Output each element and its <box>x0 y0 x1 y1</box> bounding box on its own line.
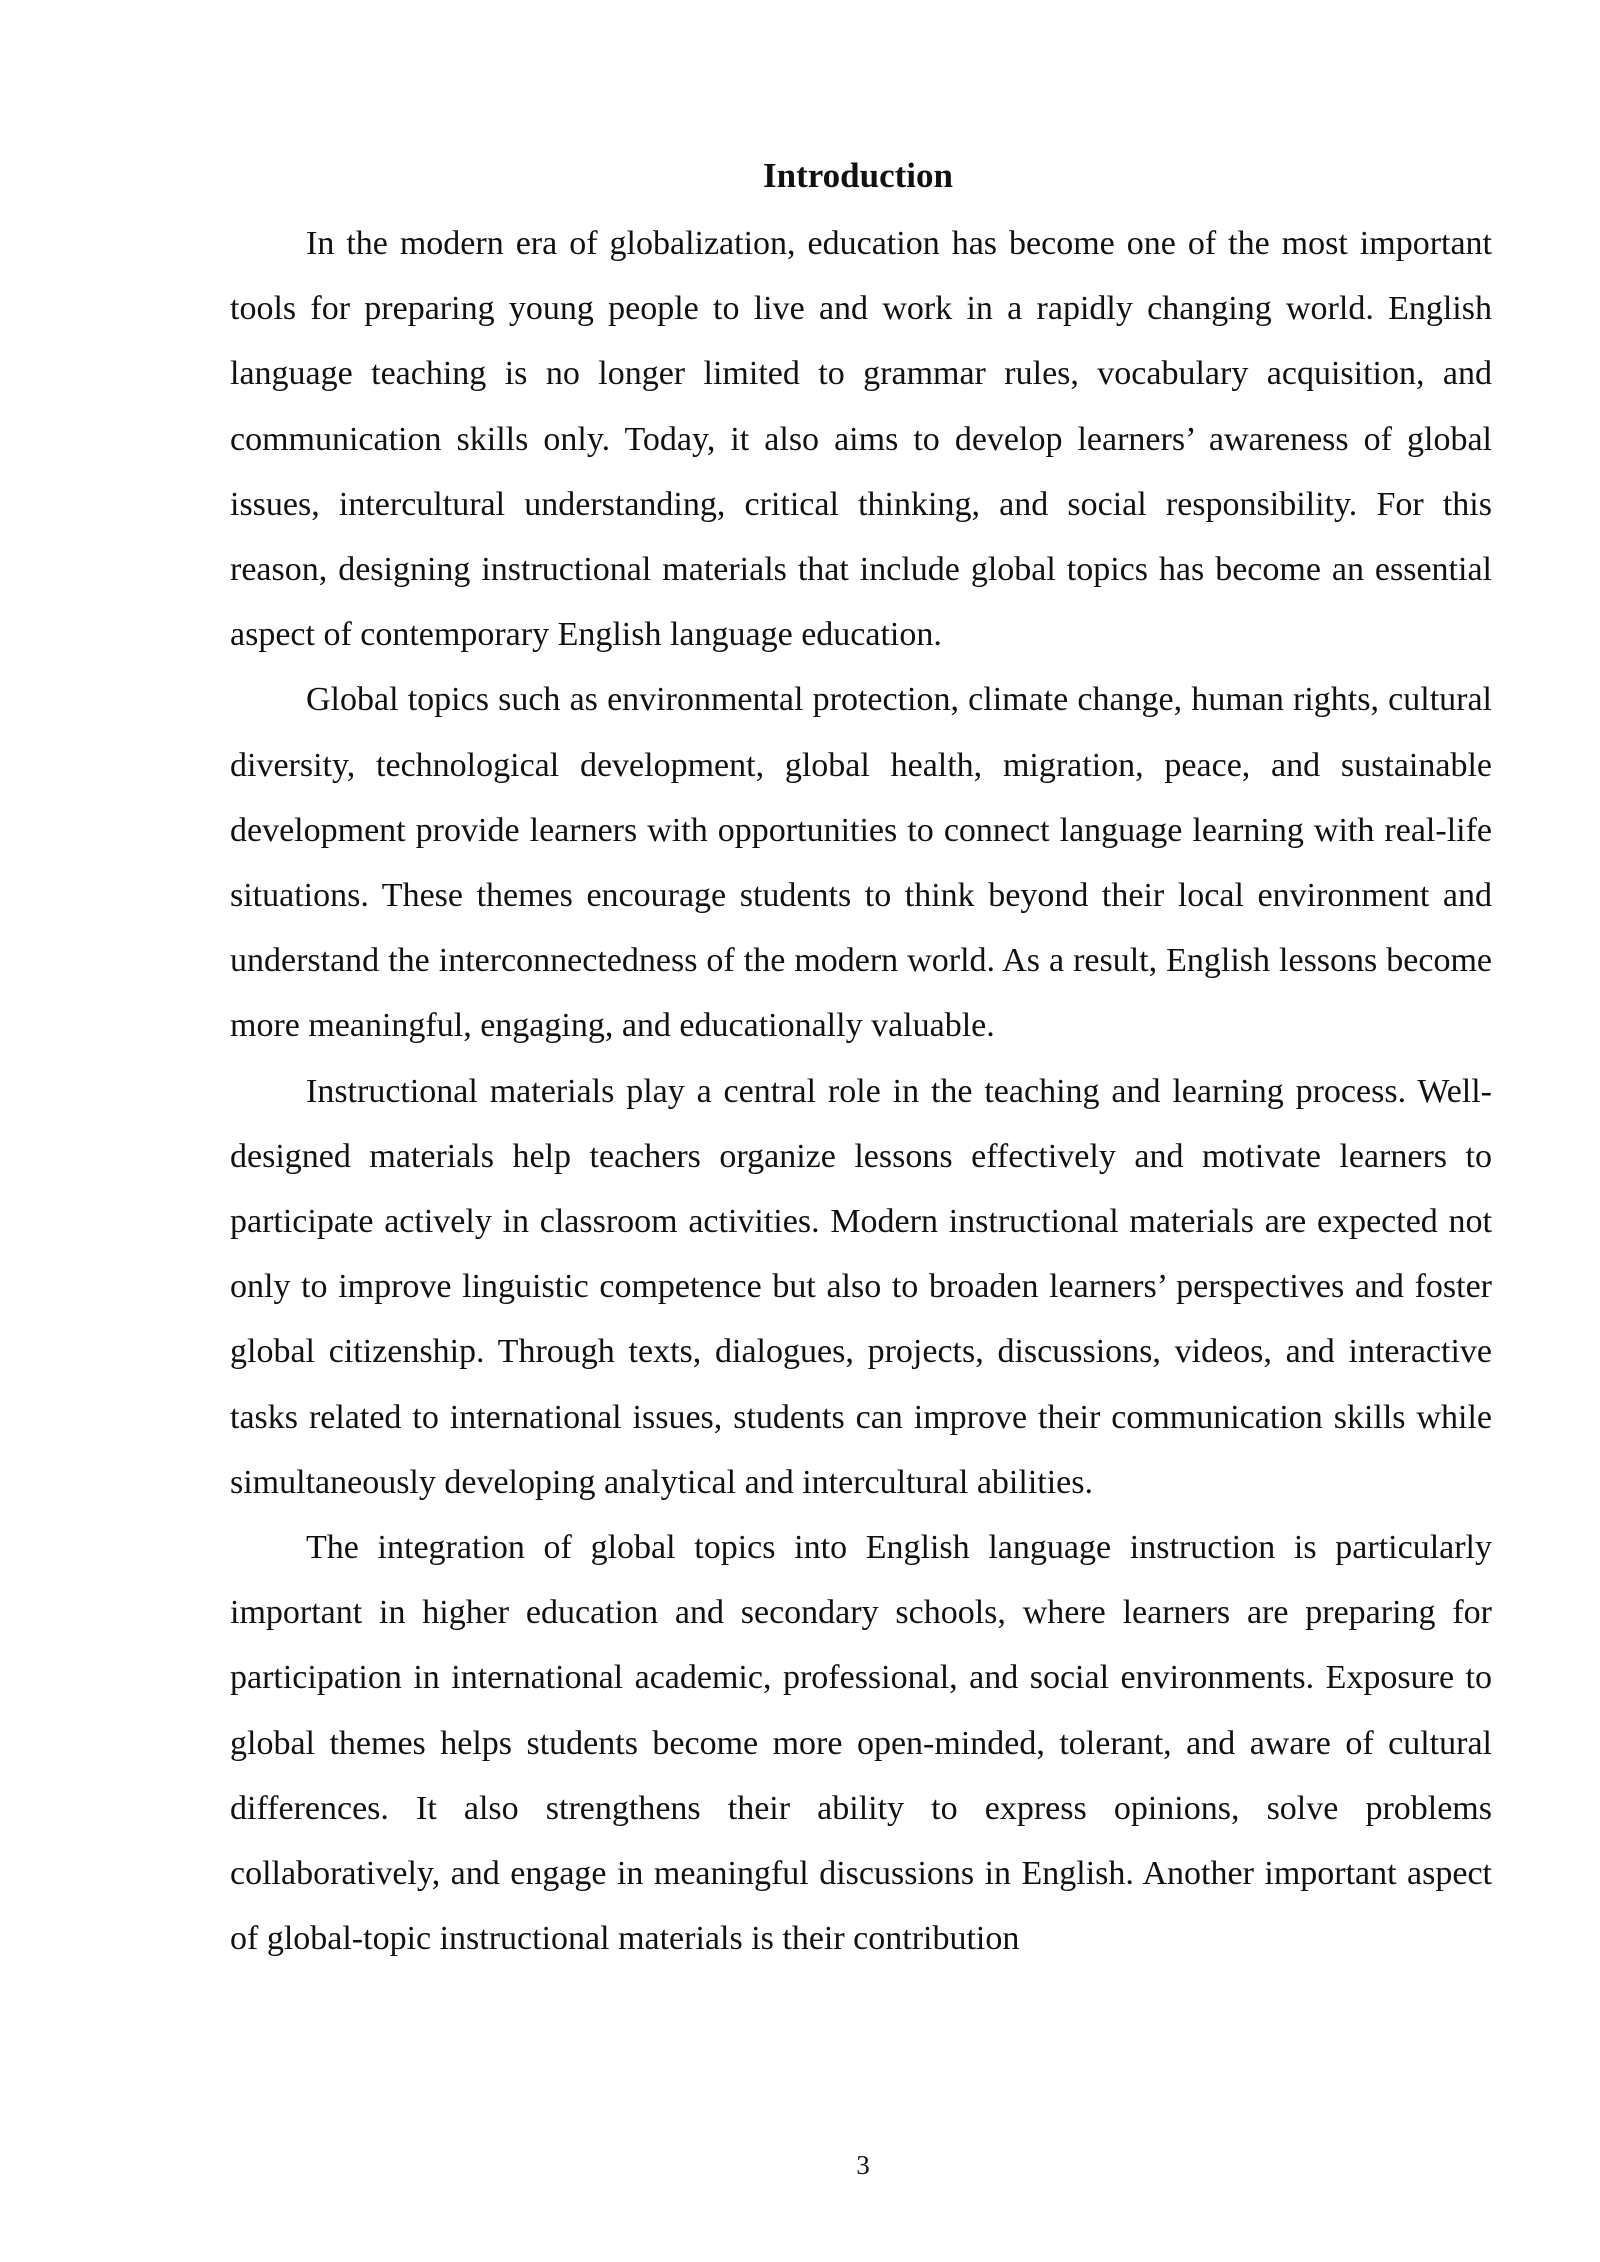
paragraph: The integration of global topics into English language instruction is particularly important in higher education and secondary schools, where learners are preparing for participation in international academic, professional, and social environments. Exposure to global themes helps students become more open-minded, tolerant, and aware of cultural differences. It also strengthens their ability to express opinions, solve problems collaboratively, and engage in meaningful discussions in English. Another important aspect of global-topic instructional materials is their contribution <box>230 1529 1492 1958</box>
body-text <box>230 211 1492 1971</box>
page-number: 3 <box>856 2150 870 2180</box>
paragraph: Instructional materials play a central role in the teaching and learning process. Well-designed materials help teachers organize lessons effectively and motivate learners to participate actively in classroom activities. Modern instructional materials are expected not only to improve linguistic competence but also to broaden learners’ perspectives and foster global citizenship. Through texts, dialogues, projects, discussions, videos, and interactive tasks related to international issues, students can improve their communication skills while simultaneously developing analytical and intercultural abilities. <box>230 1072 1492 1501</box>
section-heading: Introduction <box>763 156 953 195</box>
paragraph: Global topics such as environmental protection, climate change, human rights, cultural diversity, technological development, global health, migration, peace, and sustainable development provide learners with opportunities to connect language learning with real-life situations. These themes encourage students to think beyond their local environment and understand the interconnectedness of the modern world. As a result, English lessons become more meaningful, engaging, and educationally valuable. <box>230 681 1492 1045</box>
paragraph: In the modern era of globalization, education has become one of the most important tools for preparing young people to live and work in a rapidly changing world. English language teaching is no longer limited to grammar rules, vocabulary acquisition, and communication skills only. Today, it also aims to develop learners’ awareness of global issues, intercultural understanding, critical thinking, and social responsibility. For this reason, designing instructional materials that include global topics has become an essential aspect of contemporary English language education. <box>230 225 1492 654</box>
